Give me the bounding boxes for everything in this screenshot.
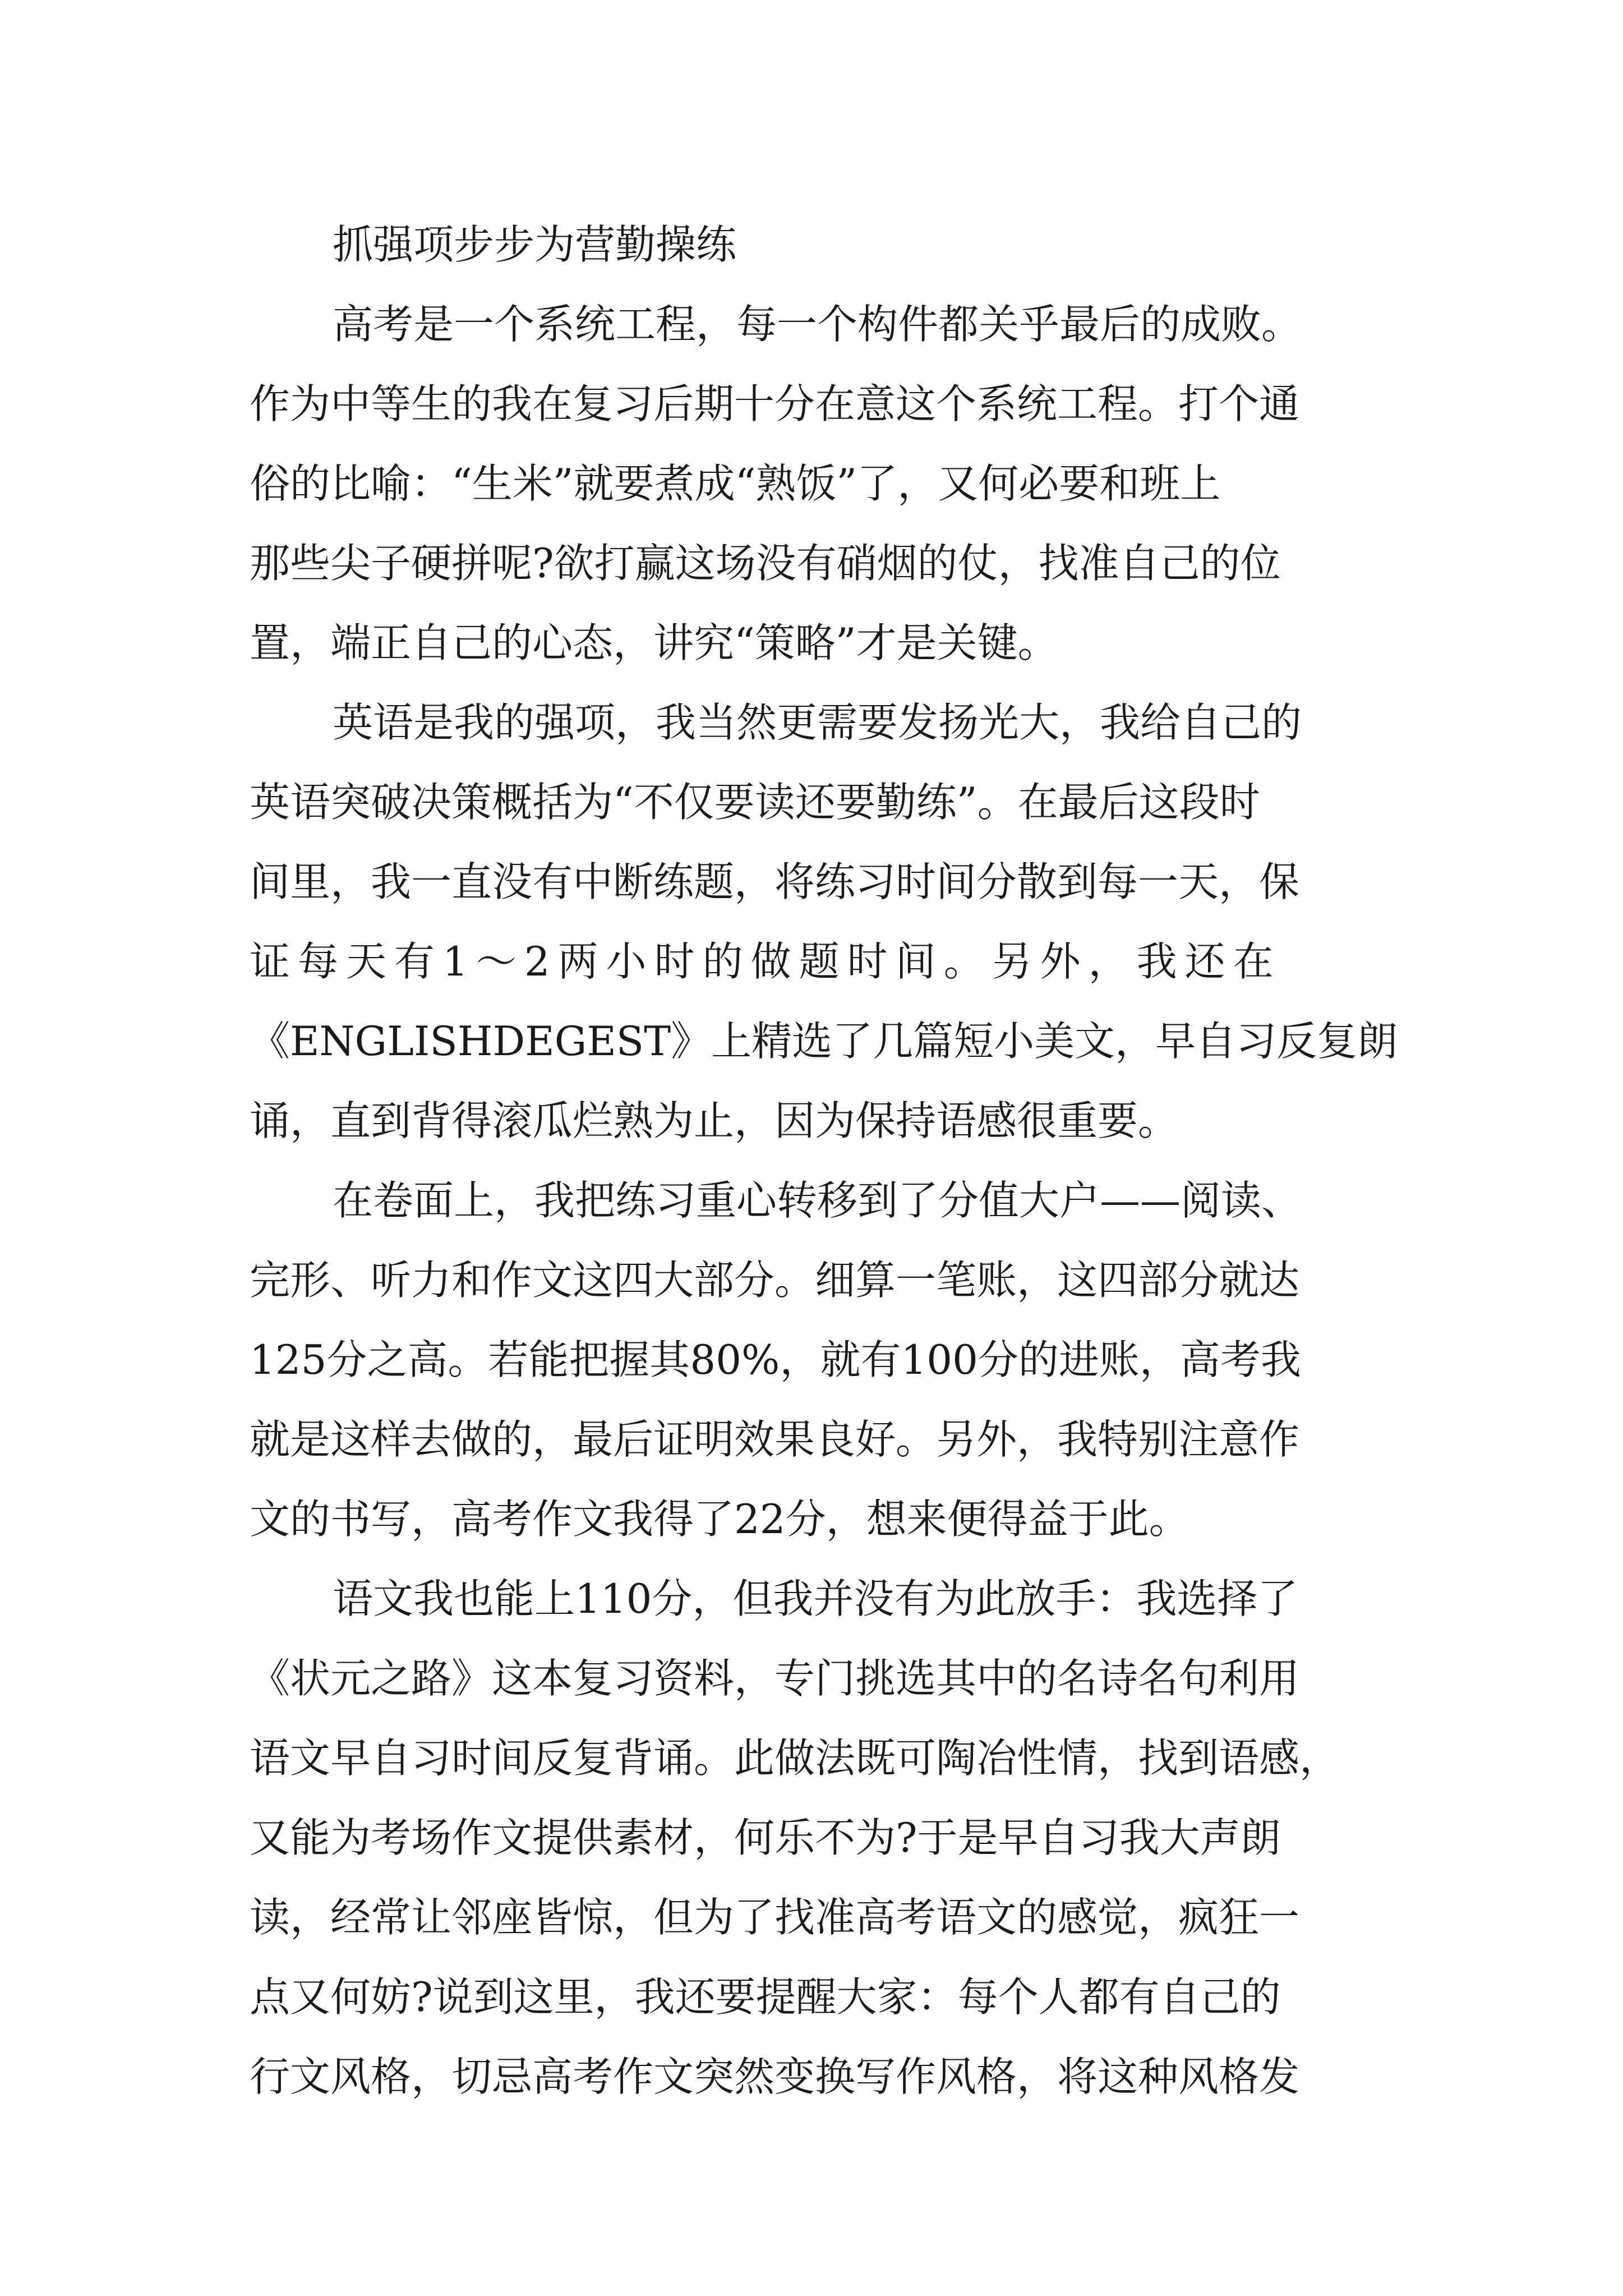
paragraph-3 [250, 1161, 1394, 1559]
document-body [250, 205, 1398, 2116]
text-line: 俗的比喻：“生米”就要煮成“熟饭”了，又何必要和班上 [250, 460, 1221, 507]
paragraph-1 [250, 284, 1394, 683]
text-line: 证每天有1～2两小时的做题时间。另外，我还在 [250, 938, 1281, 985]
text-line: 那些尖子硬拼呢?欲打赢这场没有硝烟的仗，找准自己的位 [250, 540, 1281, 587]
text-line: 英语突破决策概括为“不仅要读还要勤练”。在最后这段时 [250, 779, 1260, 826]
text-line: 高考是一个系统工程，每一个构件都关乎最后的成败。 [333, 301, 1302, 348]
text-line: 诵，直到背得滚瓜烂熟为止，因为保持语感很重要。 [250, 1097, 1179, 1144]
text-line: 完形、听力和作文这四大部分。细算一笔账，这四部分就达 [250, 1257, 1300, 1304]
text-line: 又能为考场作文提供素材，何乐不为?于是早自习我大声朗 [250, 1814, 1281, 1861]
text-line: 文的书写，高考作文我得了22分，想来便得益于此。 [250, 1496, 1189, 1543]
paragraph-4 [250, 1559, 1394, 2116]
text-line: 间里，我一直没有中断练题，将练习时间分散到每一天，保 [250, 858, 1300, 905]
text-line: 行文风格，切忌高考作文突然变换写作风格，将这种风格发 [250, 2053, 1300, 2100]
article-title: 抓强项步步为营勤操练 [333, 221, 737, 268]
text-line: 英语是我的强项，我当然更需要发扬光大，我给自己的 [333, 699, 1302, 746]
paragraph-2 [250, 683, 1398, 1161]
text-line: 在卷面上，我把练习重心转移到了分值大户——阅读、 [333, 1177, 1302, 1224]
text-line: 125分之高。若能把握其80%，就有100分的进账，高考我 [250, 1336, 1301, 1383]
text-line: 语文我也能上110分，但我并没有为此放手：我选择了 [333, 1575, 1298, 1622]
text-line: 《状元之路》这本复习资料，专门挑选其中的名诗名句利用 [250, 1655, 1300, 1702]
text-line: 读，经常让邻座皆惊，但为了找准高考语文的感觉，疯狂一 [250, 1894, 1300, 1941]
text-line: 置，端正自己的心态，讲究“策略”才是关键。 [250, 619, 1058, 666]
text-line: 点又何妨?说到这里，我还要提醒大家：每个人都有自己的 [250, 1973, 1281, 2021]
text-line: 语文早自习时间反复背诵。此做法既可陶冶性情，找到语感， [250, 1734, 1340, 1782]
text-line: 就是这样去做的，最后证明效果良好。另外，我特别注意作 [250, 1416, 1300, 1463]
text-line: 作为中等生的我在复习后期十分在意这个系统工程。打个通 [250, 380, 1300, 427]
text-line: 《ENGLISHDEGEST》上精选了几篇短小美文，早自习反复朗 [250, 1018, 1398, 1065]
